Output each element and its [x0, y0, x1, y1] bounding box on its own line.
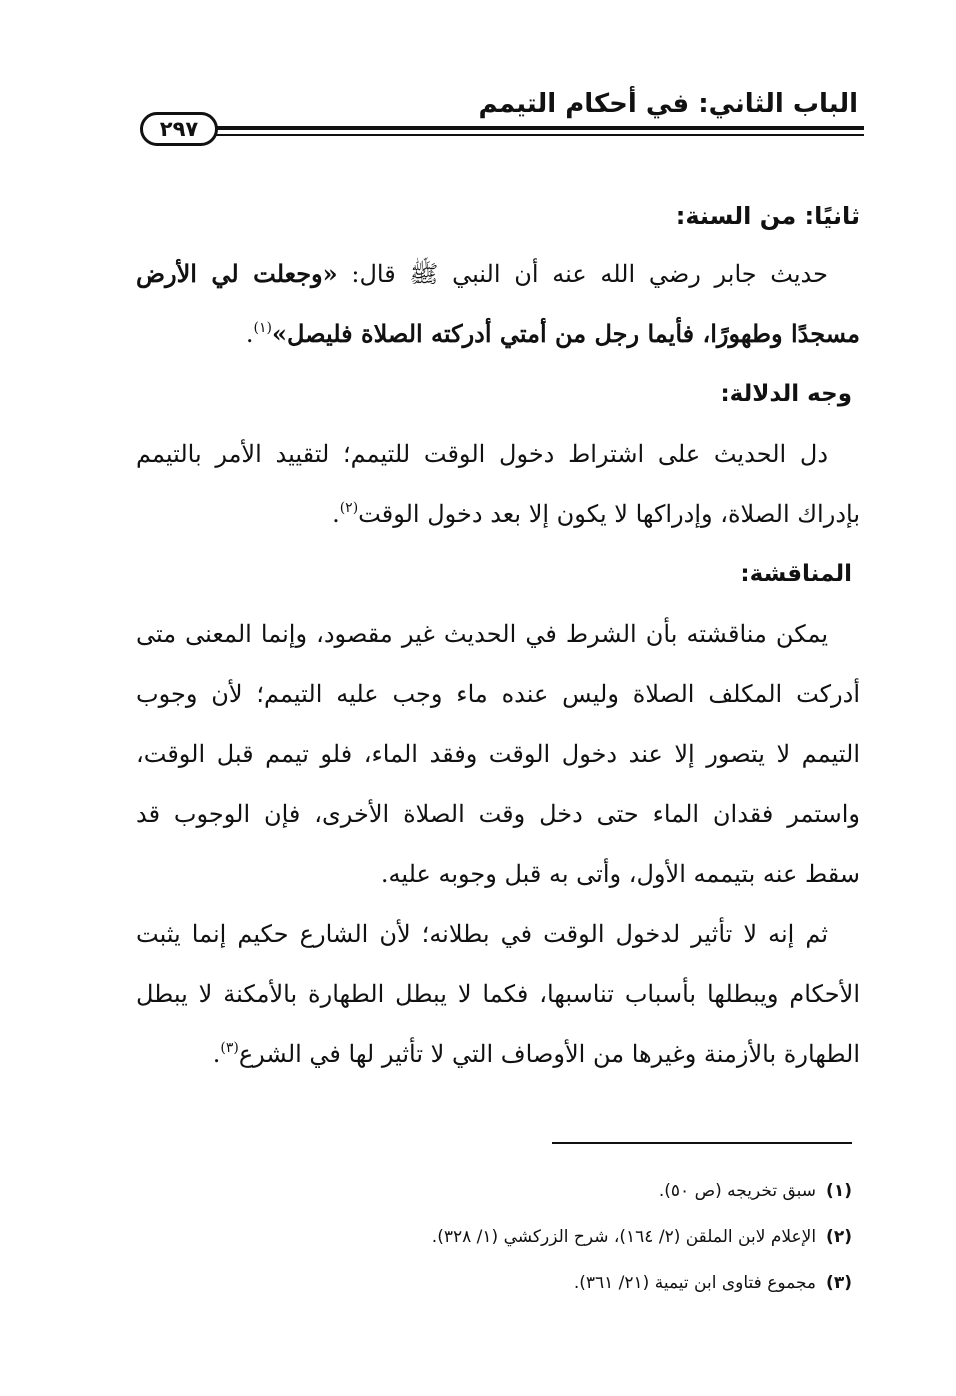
discussion-heading: المناقشة: [740, 561, 852, 587]
main-text [136, 188, 860, 1084]
evidence-heading: وجه الدلالة: [720, 381, 852, 407]
footnote-text: مجموع فتاوى ابن تيمية (٢١/ ٣٦١). [573, 1273, 817, 1293]
footnote-number: (٢) [826, 1227, 852, 1247]
discussion-paragraph-2-text: ثم إنه لا تأثير لدخول الوقت في بطلانه؛ لأن الشارع حكيم إنما يثبت الأحكام ويبطلها بأسباب تناسبها، فكما لا يبطل الطهارة بالأمكنة لا يبطل الطهارة بالأزمنة وغيرها من الأوصاف التي لا تأثير لها في الشرع [136, 920, 860, 1068]
section-heading: ثانيًا: من السنة: [675, 202, 860, 230]
footnote-text: سبق تخريجه (ص ٥٠). [658, 1181, 817, 1201]
footnote-ref-1[interactable]: (١) [253, 320, 272, 336]
hadith-paragraph [136, 244, 860, 364]
footnote-1 [132, 1168, 852, 1214]
evidence-paragraph [136, 424, 860, 544]
footnote-2 [132, 1214, 852, 1260]
footnote-number: (٣) [826, 1273, 852, 1293]
footnotes [132, 1168, 852, 1306]
header-rule-thick [216, 126, 864, 130]
footnote-text: الإعلام لابن الملقن (٢/ ١٦٤)، شرح الزركشي (١/ ٣٢٨). [431, 1227, 817, 1247]
evidence-text: دل الحديث على اشتراط دخول الوقت للتيمم؛ لتقييد الأمر بالتيمم بإدراك الصلاة، وإدراكها لا يكون إلا بعد دخول الوقت [136, 440, 860, 528]
discussion-paragraph-2 [136, 904, 860, 1084]
footnote-number: (١) [826, 1181, 852, 1201]
footnote-ref-3[interactable]: (٣) [220, 1040, 239, 1056]
discussion-paragraph-2-end: . [212, 1040, 221, 1068]
footnote-ref-2[interactable]: (٢) [339, 500, 359, 516]
footnote-separator [552, 1142, 852, 1144]
discussion-paragraph-1: يمكن مناقشته بأن الشرط في الحديث غير مقصود، وإنما المعنى متى أدركت المكلف الصلاة وليس عنده ماء وجب عليه التيمم؛ لأن وجوب التيمم لا يتصور إلا عند دخول الوقت وفقد الماء، فلو تيمم قبل الوقت، واستمر فقدان الماء حتى دخل وقت الصلاة الأخرى، فإن الوجوب قد سقط عنه بتيممه الأول، وأتى به قبل وجوبه عليه. [136, 620, 860, 888]
page-header [136, 86, 864, 156]
header-rule-thin [216, 134, 864, 136]
hadith-end: . [245, 320, 254, 348]
chapter-title: الباب الثاني: في أحكام التيمم [478, 89, 858, 119]
page-number: ٢٩٧ [140, 112, 218, 146]
footnote-3 [132, 1260, 852, 1306]
hadith-intro: حديث جابر رضي الله عنه أن النبي ﷺ قال: [337, 260, 828, 288]
evidence-end: . [332, 500, 340, 528]
hadith-text: «وجعلت لي الأرض مسجدًا وطهورًا، فأيما رجل من أمتي أدركته الصلاة فليصل» [136, 259, 860, 348]
